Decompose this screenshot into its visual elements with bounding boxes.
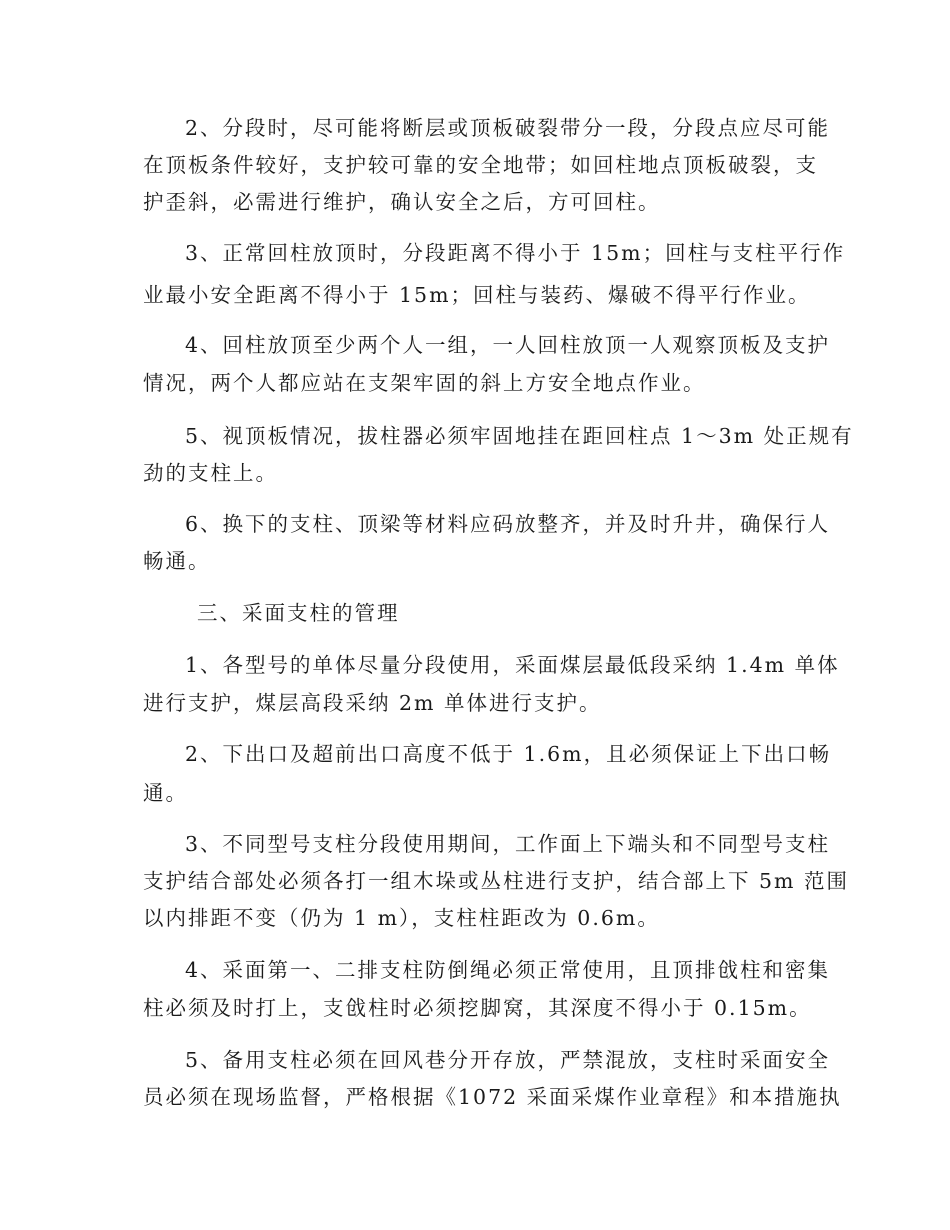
- paragraph-line: 4、采面第一、二排支柱防倒绳必须正常使用，且顶排戗柱和密集: [185, 958, 831, 982]
- paragraph-line: 通。: [143, 781, 188, 805]
- paragraph-line: 业最小安全距离不得小于 15m；回柱与装药、爆破不得平行作业。: [143, 283, 811, 307]
- paragraph-line: 以内排距不变（仍为 1 m），支柱柱距改为 0.6m。: [143, 906, 660, 930]
- paragraph-line: 2、分段时，尽可能将断层或顶板破裂带分一段，分段点应尽可能: [185, 116, 831, 140]
- paragraph-line: 3、不同型号支柱分段使用期间，工作面上下端头和不同型号支柱: [185, 832, 831, 856]
- paragraph-line: 3、正常回柱放顶时，分段距离不得小于 15m；回柱与支柱平行作: [185, 241, 846, 265]
- paragraph-line: 畅通。: [143, 549, 211, 573]
- paragraph-line: 2、下出口及超前出口高度不低于 1.6m，且必须保证上下出口畅: [185, 742, 832, 766]
- paragraph-line: 6、换下的支柱、顶梁等材料应码放整齐，并及时升井，确保行人: [185, 512, 831, 536]
- paragraph-line: 进行支护，煤层高段采纳 2m 单体进行支护。: [143, 691, 602, 715]
- paragraph-line: 1、各型号的单体尽量分段使用，采面煤层最低段采纳 1.4m 单体: [185, 653, 840, 677]
- paragraph-line: 护歪斜，必需进行维护，确认安全之后，方可回柱。: [143, 190, 661, 214]
- paragraph-line: 支护结合部处必须各打一组木垛或丛柱进行支护，结合部上下 5m 范围: [143, 869, 850, 893]
- paragraph-line: 5、备用支柱必须在回风巷分开存放，严禁混放，支柱时采面安全: [185, 1048, 831, 1072]
- paragraph-line: 在顶板条件较好，支护较可靠的安全地带；如回柱地点顶板破裂，支: [143, 153, 818, 177]
- paragraph-line: 5、视顶板情况，拔柱器必须牢固地挂在距回柱点 1～3m 处正规有: [185, 424, 854, 448]
- section-heading: 三、采面支柱的管理: [197, 601, 400, 625]
- paragraph-line: 员必须在现场监督，严格根据《1072 采面采煤作业章程》和本措施执: [143, 1085, 842, 1109]
- paragraph-line: 4、回柱放顶至少两个人一组，一人回柱放顶一人观察顶板及支护: [185, 333, 831, 357]
- paragraph-line: 情况，两个人都应站在支架牢固的斜上方安全地点作业。: [143, 371, 706, 395]
- paragraph-line: 柱必须及时打上，支戗柱时必须挖脚窝，其深度不得小于 0.15m。: [143, 996, 812, 1020]
- paragraph-line: 劲的支柱上。: [143, 461, 278, 485]
